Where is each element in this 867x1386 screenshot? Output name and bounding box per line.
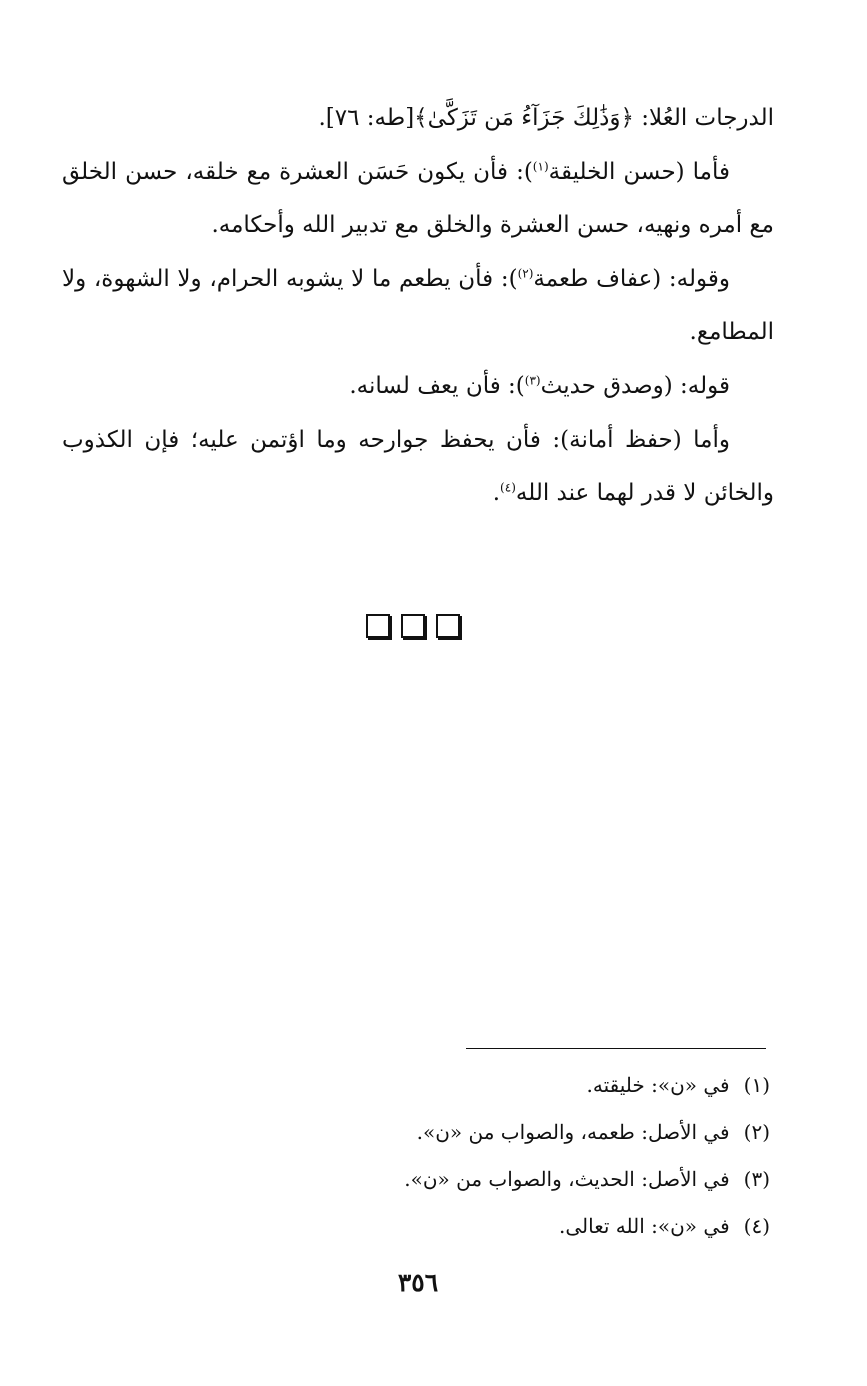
paragraph-3 [62,253,774,359]
square-box-icon [366,614,390,638]
footnote-separator [466,1048,766,1049]
paragraph-text: وأما (حفظ أمانة): فأن يحفظ جوارحه وما اؤتمن عليه؛ فإن الكذوب والخائن لا قدر لهما عند الله [62,427,774,506]
footnote-ref-4: (٤) [500,480,516,495]
footnote-2 [300,1109,770,1156]
paragraph-2 [62,146,774,252]
paragraph-text: وقوله: (عفاف طعمة [533,266,731,292]
paragraph-text: الدرجات العُلا: ﴿وَذَٰلِكَ جَزَآءُ مَن تَزَكَّىٰ﴾[طه: ٧٦]. [318,105,774,131]
footnote-number: (٤) [743,1214,770,1238]
paragraph-5 [62,414,774,520]
paragraph-text: ): فأن يطعم ما لا يشوبه الحرام، ولا الشهوة، ولا المطامع. [62,266,774,345]
footnote-ref-1: (١) [532,159,549,174]
paragraph-text: فأما (حسن الخليقة [548,159,730,185]
footnote-number: (٢) [743,1120,770,1144]
footnote-3 [300,1156,770,1203]
footnote-number: (٣) [743,1167,770,1191]
section-end-ornament [366,614,466,640]
page-number: ٣٥٦ [397,1268,439,1297]
footnote-ref-2: (٢) [517,266,534,281]
paragraph-4 [62,360,774,413]
square-box-icon [436,614,460,638]
paragraph-1 [62,92,774,145]
footnote-1 [300,1062,770,1109]
paragraph-text: قوله: (وصدق حديث [540,373,730,399]
footnote-text: في «ن»: الله تعالى. [559,1214,730,1238]
footnote-4 [300,1203,770,1250]
footnote-text: في الأصل: طعمه، والصواب من «ن». [416,1120,730,1144]
square-box-icon [401,614,425,638]
main-text [62,92,774,521]
footnote-number: (١) [743,1073,770,1097]
footnote-ref-3: (٣) [524,373,541,388]
paragraph-text: ): فأن يكون حَسَن العشرة مع خلقه، حسن الخلق مع أمره ونهيه، حسن العشرة والخلق مع تدبير الله وأحكامه. [62,159,774,238]
footnote-text: في «ن»: خليقته. [586,1073,730,1097]
paragraph-text: . [492,480,501,506]
paragraph-text: ): فأن يعف لسانه. [349,373,525,399]
footnote-text: في الأصل: الحديث، والصواب من «ن». [404,1167,730,1191]
footnotes [300,1062,770,1250]
